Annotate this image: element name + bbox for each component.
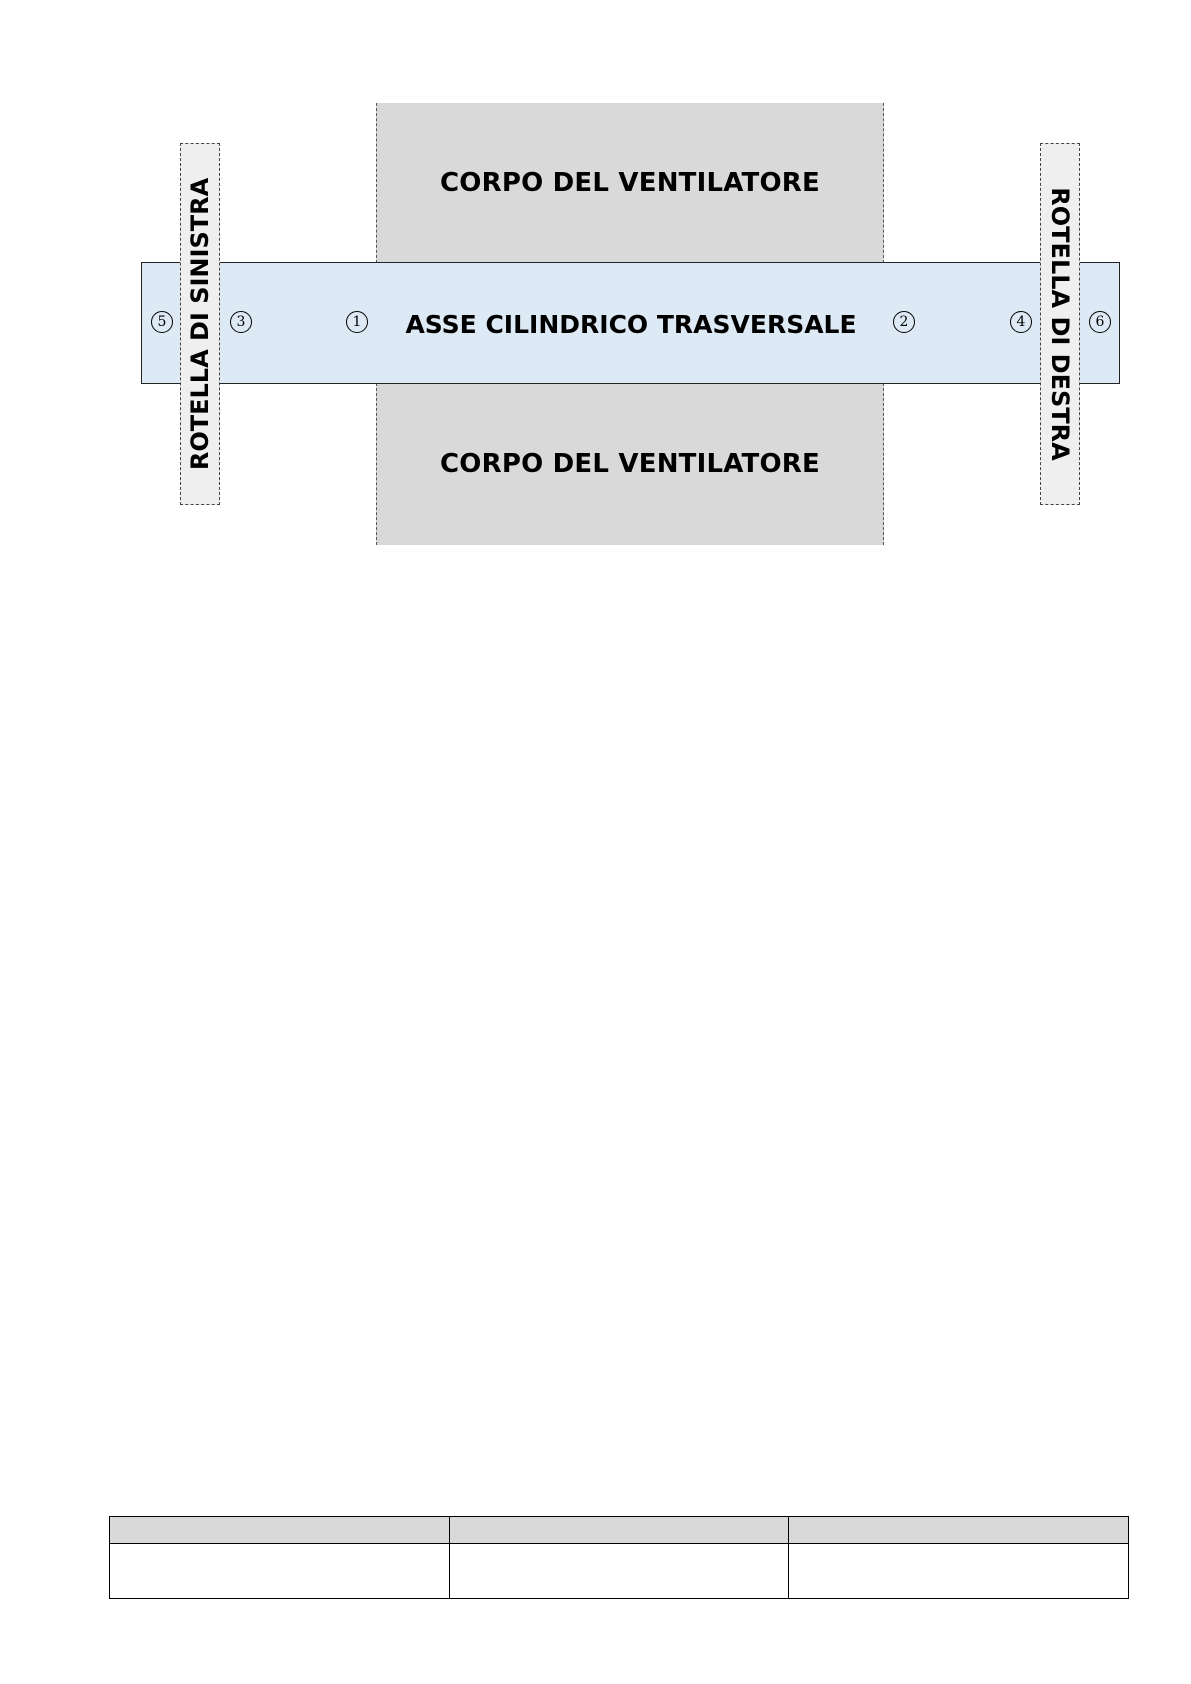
left-wheel-label: ROTELLA DI SINISTRA (186, 177, 214, 471)
table-header-cell (789, 1517, 1129, 1544)
table-header-cell (110, 1517, 450, 1544)
right-wheel-label: ROTELLA DI DESTRA (1046, 187, 1074, 461)
table-cell (449, 1544, 789, 1599)
footer-table (109, 1516, 1129, 1599)
axle-label: ASSE CILINDRICO TRASVERSALE (405, 310, 857, 339)
marker-1: 1 (346, 311, 368, 333)
table-header-cell (449, 1517, 789, 1544)
table-header-row (110, 1517, 1129, 1544)
marker-5: 5 (151, 311, 173, 333)
table-row (110, 1544, 1129, 1599)
fan-body-bottom-label: CORPO DEL VENTILATORE (440, 449, 820, 479)
right-wheel (1040, 143, 1080, 505)
marker-2: 2 (893, 311, 915, 333)
fan-body-top-label: CORPO DEL VENTILATORE (440, 168, 820, 198)
marker-6: 6 (1089, 311, 1111, 333)
left-wheel (180, 143, 220, 505)
marker-3: 3 (230, 311, 252, 333)
fan-body-bottom (376, 383, 884, 545)
marker-4: 4 (1010, 311, 1032, 333)
table-cell (789, 1544, 1129, 1599)
table-cell (110, 1544, 450, 1599)
fan-body-top (376, 103, 884, 263)
